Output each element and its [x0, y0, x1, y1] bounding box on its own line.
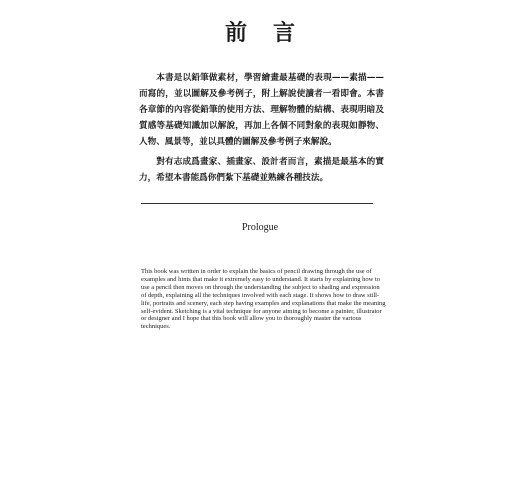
english-title: Prologue: [241, 222, 279, 233]
section-divider: [141, 203, 373, 204]
english-prologue-body: [141, 268, 386, 331]
chinese-paragraph-1: 本書是以鉛筆做素材，學習繪畫最基礎的表現——素描——而寫的，並以圖解及參考例子，附上解說使讀者一看即會。本書各章節的內容從鉛筆的使用方法、理解物體的結構、表現明暗及質感等基礎知識加以解說，再加上各個不同對象的表現如靜物、人物、風景等，並以具體的圖解及參考例子來解說。: [139, 73, 384, 147]
chinese-preface-body: [139, 70, 384, 190]
english-paragraph: This book was written in order to explain the basics of pencil drawing through the use of examples and hints that make it extremely easy to understand. It starts by explaining how to use a pencil then moves on through the understanding the subject to shading and expression of depth, explaining all the techniques involved with each stage. It shows how to draw still-life, portraits and scenery, each step having examples and explanations that make the meaning self-evident. Sketching is a vital technique for anyone aiming to become a painter, illustrator or designer and I hope that this book will allow you to thoroughly master the various techniques.: [141, 268, 386, 331]
chinese-title: 前言: [224, 20, 321, 46]
chinese-paragraph-2: 對有志成爲畫家、插畫家、設計者而言，素描是最基本的實力，希望本書能爲你們紮下基礎並熟練各種技法。: [139, 157, 384, 183]
